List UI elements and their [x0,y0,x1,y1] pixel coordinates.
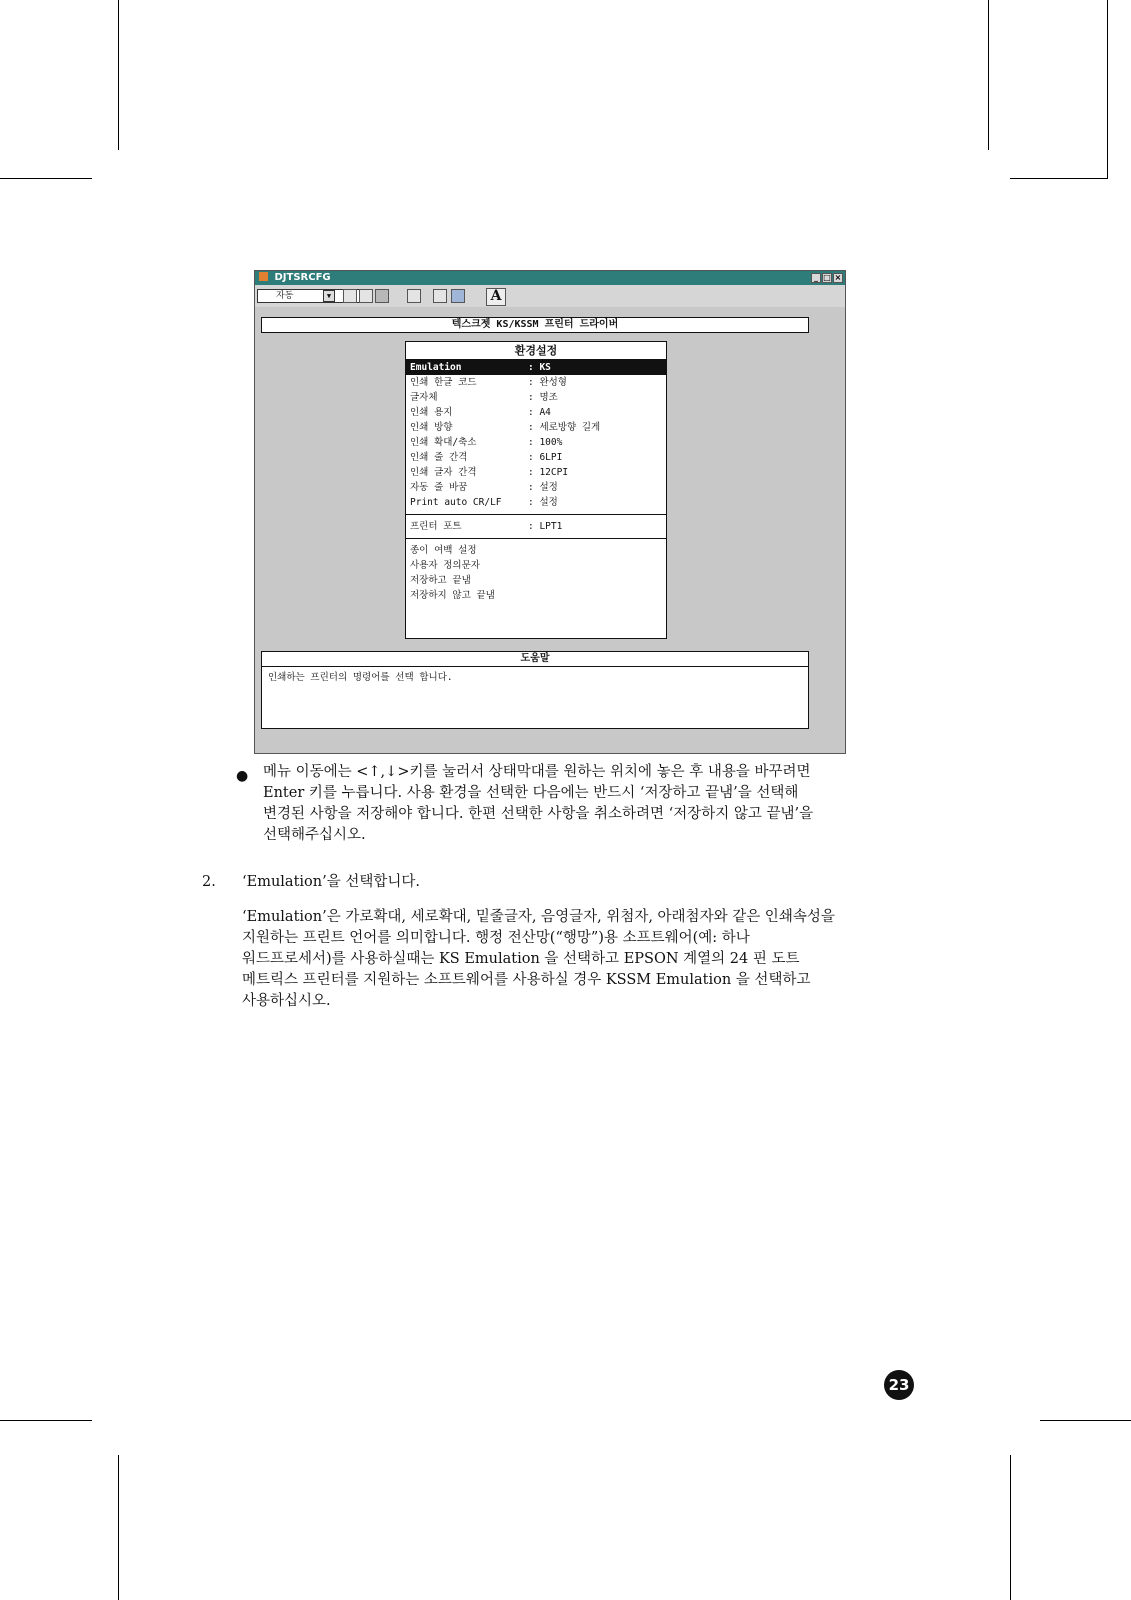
settings-row[interactable] [406,480,666,495]
row-value: : 100% [528,437,563,448]
screenshot-window [254,270,846,754]
row-value: : 6LPI [528,452,563,463]
row-value: : 설정 [528,482,558,493]
row-label: Emulation [410,362,462,373]
row-label: 인쇄 확대/축소 [410,437,477,448]
text-line: Enter 키를 누릅니다. 사용 환경을 선택한 다음에는 반드시 ‘저장하고 끝냄’을 선택해 [263,785,799,801]
text-line: 워드프로세서)를 사용하실때는 KS Emulation 을 선택하고 EPSON 계열의 24 핀 도트 [242,951,800,967]
text-line: 사용하십시오. [242,993,331,1009]
row-value: : A4 [528,407,551,418]
page-icon[interactable] [343,289,357,303]
window-icon[interactable] [451,289,465,303]
row-label: 인쇄 방향 [410,422,453,433]
copy-icon[interactable] [359,289,373,303]
panel-title: 환경설정 [406,342,666,360]
help-title: 도움말 [261,651,809,667]
toolbar [255,285,845,307]
chevron-down-icon[interactable]: ▼ [323,290,335,302]
settings-row[interactable] [406,465,666,480]
row-value: : 설정 [528,497,558,508]
row-label: 인쇄 한글 코드 [410,377,477,388]
crop-mark [988,0,989,150]
font-button[interactable]: A [486,288,506,306]
crop-mark [1040,1420,1131,1421]
text-line: 선택해주십시오. [263,827,366,843]
settings-row[interactable] [406,360,666,375]
menu-item-port[interactable] [406,519,666,534]
app-icon [259,272,268,281]
settings-row[interactable] [406,495,666,510]
settings-row[interactable] [406,405,666,420]
bullet-paragraph [263,762,813,846]
row-value: : LPT1 [528,521,563,532]
mode-select-value: 자동 [276,291,294,301]
window-title: DJTSRCFG [274,272,331,283]
settings-icon[interactable] [433,289,447,303]
crop-mark [1010,1455,1011,1600]
row-label: Print auto CR/LF [410,497,502,508]
window-titlebar [255,271,845,285]
printer-icon[interactable] [375,289,389,303]
crop-mark [1107,0,1108,178]
text-line: 메뉴 이동에는 <↑,↓>키를 눌러서 상태막대를 원하는 위치에 놓은 후 내용을 바꾸려면 [263,764,811,780]
grid-icon[interactable] [407,289,421,303]
menu-item-save-exit[interactable]: 저장하고 끝냄 [410,575,471,586]
row-value: : 세로방향 길게 [528,422,601,433]
row-value: : 12CPI [528,467,569,478]
settings-row[interactable] [406,420,666,435]
crop-mark [118,1455,119,1600]
crop-mark [118,0,119,150]
page-number: 23 [884,1370,914,1400]
row-label: 인쇄 줄 간격 [410,452,468,463]
crop-mark [0,1420,92,1421]
maximize-button[interactable]: □ [823,273,831,282]
settings-panel [405,341,667,639]
step-title: ‘Emulation’을 선택합니다. [242,874,420,890]
minimize-button[interactable]: _ [811,273,821,283]
text-line: 지원하는 프린트 언어를 의미합니다. 행정 전산망(“행망”)용 소프트웨어(예: 하나 [242,930,750,946]
text-line: ‘Emulation’은 가로확대, 세로확대, 밑줄글자, 음영글자, 위첨자, 아래첨자와 같은 인쇄속성을 [242,909,835,925]
help-text: 인쇄하는 프린터의 명령어를 선택 합니다. [261,667,809,729]
row-value: : KS [528,362,551,373]
row-label: 인쇄 글자 간격 [410,467,477,478]
row-label: 글자체 [410,392,438,403]
crop-mark [1010,178,1108,179]
row-label: 프린터 포트 [410,521,462,532]
menu-item-user-chars[interactable]: 사용자 정의문자 [410,560,480,571]
settings-row[interactable] [406,390,666,405]
menu-item-exit-nosave[interactable]: 저장하지 않고 끝냄 [410,590,495,601]
close-button[interactable]: × [834,273,842,282]
settings-row[interactable] [406,375,666,390]
step-number: 2. [202,874,216,890]
menu-item-margin[interactable]: 종이 여백 설정 [410,545,477,556]
settings-row[interactable] [406,450,666,465]
row-label: 인쇄 용지 [410,407,453,418]
bullet-icon: ● [236,768,249,784]
text-line: 메트릭스 프린터를 지원하는 소프트웨어를 사용하실 경우 KSSM Emulation 을 선택하고 [242,972,811,988]
app-header: 텍스크젯 KS/KSSM 프린터 드라이버 [261,317,809,333]
row-value: : 명조 [528,392,558,403]
text-line: 변경된 사항을 저장해야 합니다. 한편 선택한 사항을 취소하려면 ‘저장하지 않고 끝냄’을 [263,806,814,822]
row-value: : 완성형 [528,377,567,388]
crop-mark [0,178,92,179]
row-label: 자동 줄 바꿈 [410,482,468,493]
settings-row[interactable] [406,435,666,450]
step-paragraph [242,907,835,1012]
